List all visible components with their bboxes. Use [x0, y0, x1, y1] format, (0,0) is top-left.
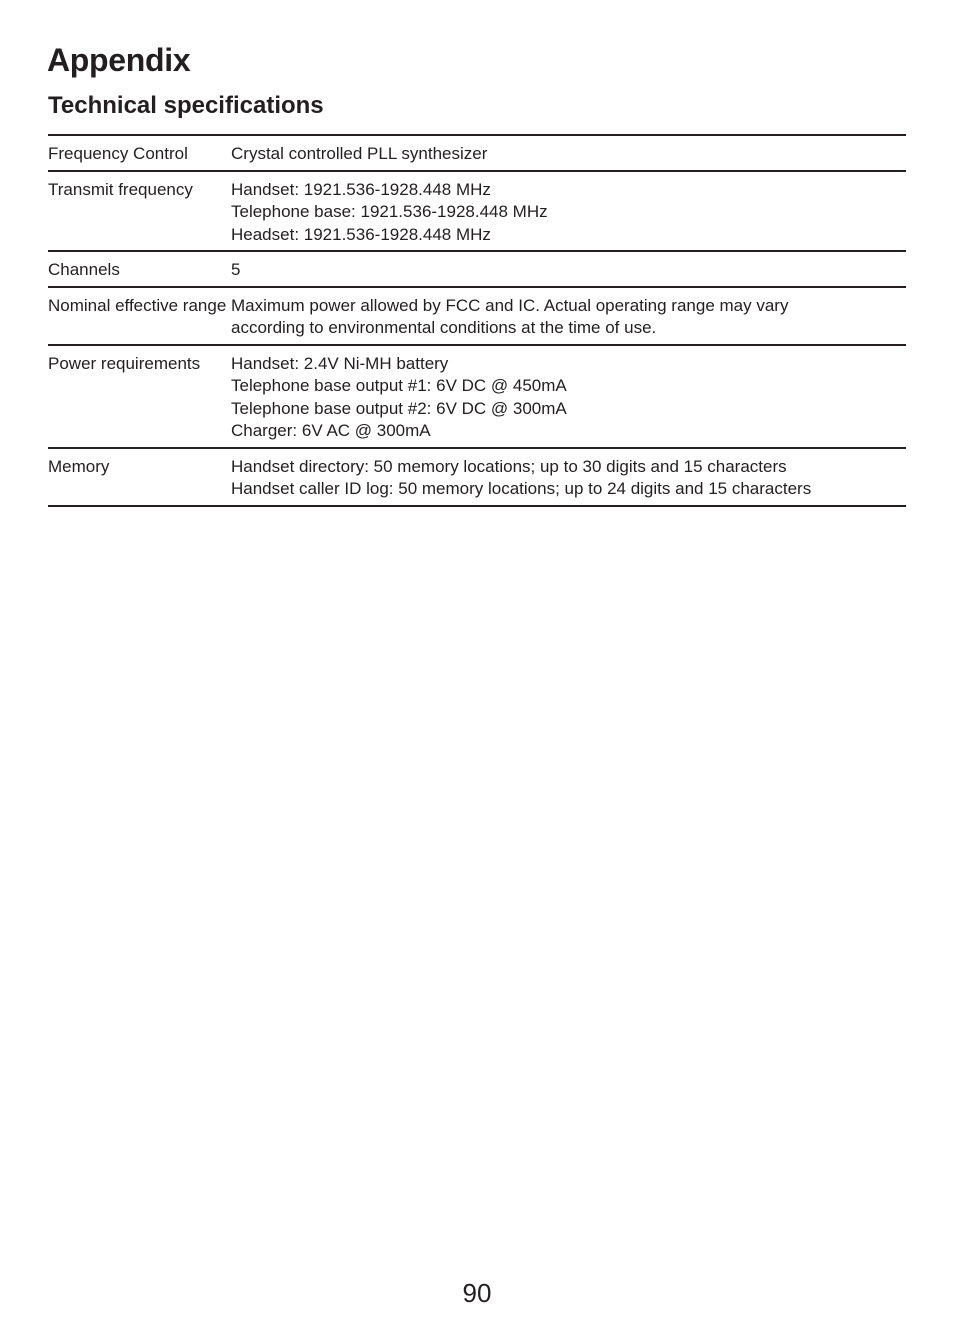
spec-value-line: Handset caller ID log: 50 memory locations; up to 24 digits and 15 characters [231, 479, 812, 498]
spec-value-line: Charger: 6V AC @ 300mA [231, 421, 431, 440]
spec-value-line: Handset: 1921.536-1928.448 MHz [231, 179, 491, 199]
spec-row-channels [48, 252, 906, 288]
spec-label: Channels [48, 260, 120, 279]
spec-label: Transmit frequency [48, 179, 193, 199]
spec-value-line: Crystal controlled PLL synthesizer [231, 144, 488, 163]
spec-label: Memory [48, 456, 110, 476]
spec-value [231, 143, 906, 166]
section-title: Technical specifications [48, 92, 324, 119]
spec-value [231, 456, 906, 501]
spec-value-line: Telephone base: 1921.536-1928.448 MHz [231, 202, 548, 221]
spec-value-line: according to environmental conditions at the time of use. [231, 318, 657, 337]
spec-row-nominal-effective-range [48, 288, 906, 346]
spec-value [231, 295, 906, 340]
spec-label: Frequency Control [48, 144, 188, 163]
spec-row-memory [48, 449, 906, 507]
spec-label: Nominal effective range [48, 295, 227, 315]
spec-value-line: Maximum power allowed by FCC and IC. Actual operating range may vary [231, 295, 789, 315]
page-title: Appendix [47, 42, 191, 78]
spec-value-line: 5 [231, 260, 241, 279]
spec-value [231, 259, 906, 282]
page-number: 90 [462, 1278, 492, 1308]
spec-value-line: Headset: 1921.536-1928.448 MHz [231, 224, 491, 244]
spec-value [231, 353, 906, 443]
spec-value-line: Handset directory: 50 memory locations; up to 30 digits and 15 characters [231, 456, 787, 476]
spec-value [231, 179, 906, 247]
spec-value-line: Handset: 2.4V Ni-MH battery [231, 353, 449, 373]
spec-value-line: Telephone base output #2: 6V DC @ 300mA [231, 398, 567, 418]
spec-row-transmit-frequency [48, 172, 906, 253]
spec-table [48, 134, 906, 507]
spec-value-line: Telephone base output #1: 6V DC @ 450mA [231, 376, 567, 395]
spec-row-power-requirements [48, 346, 906, 449]
spec-row-frequency-control [48, 136, 906, 172]
spec-label: Power requirements [48, 353, 201, 373]
